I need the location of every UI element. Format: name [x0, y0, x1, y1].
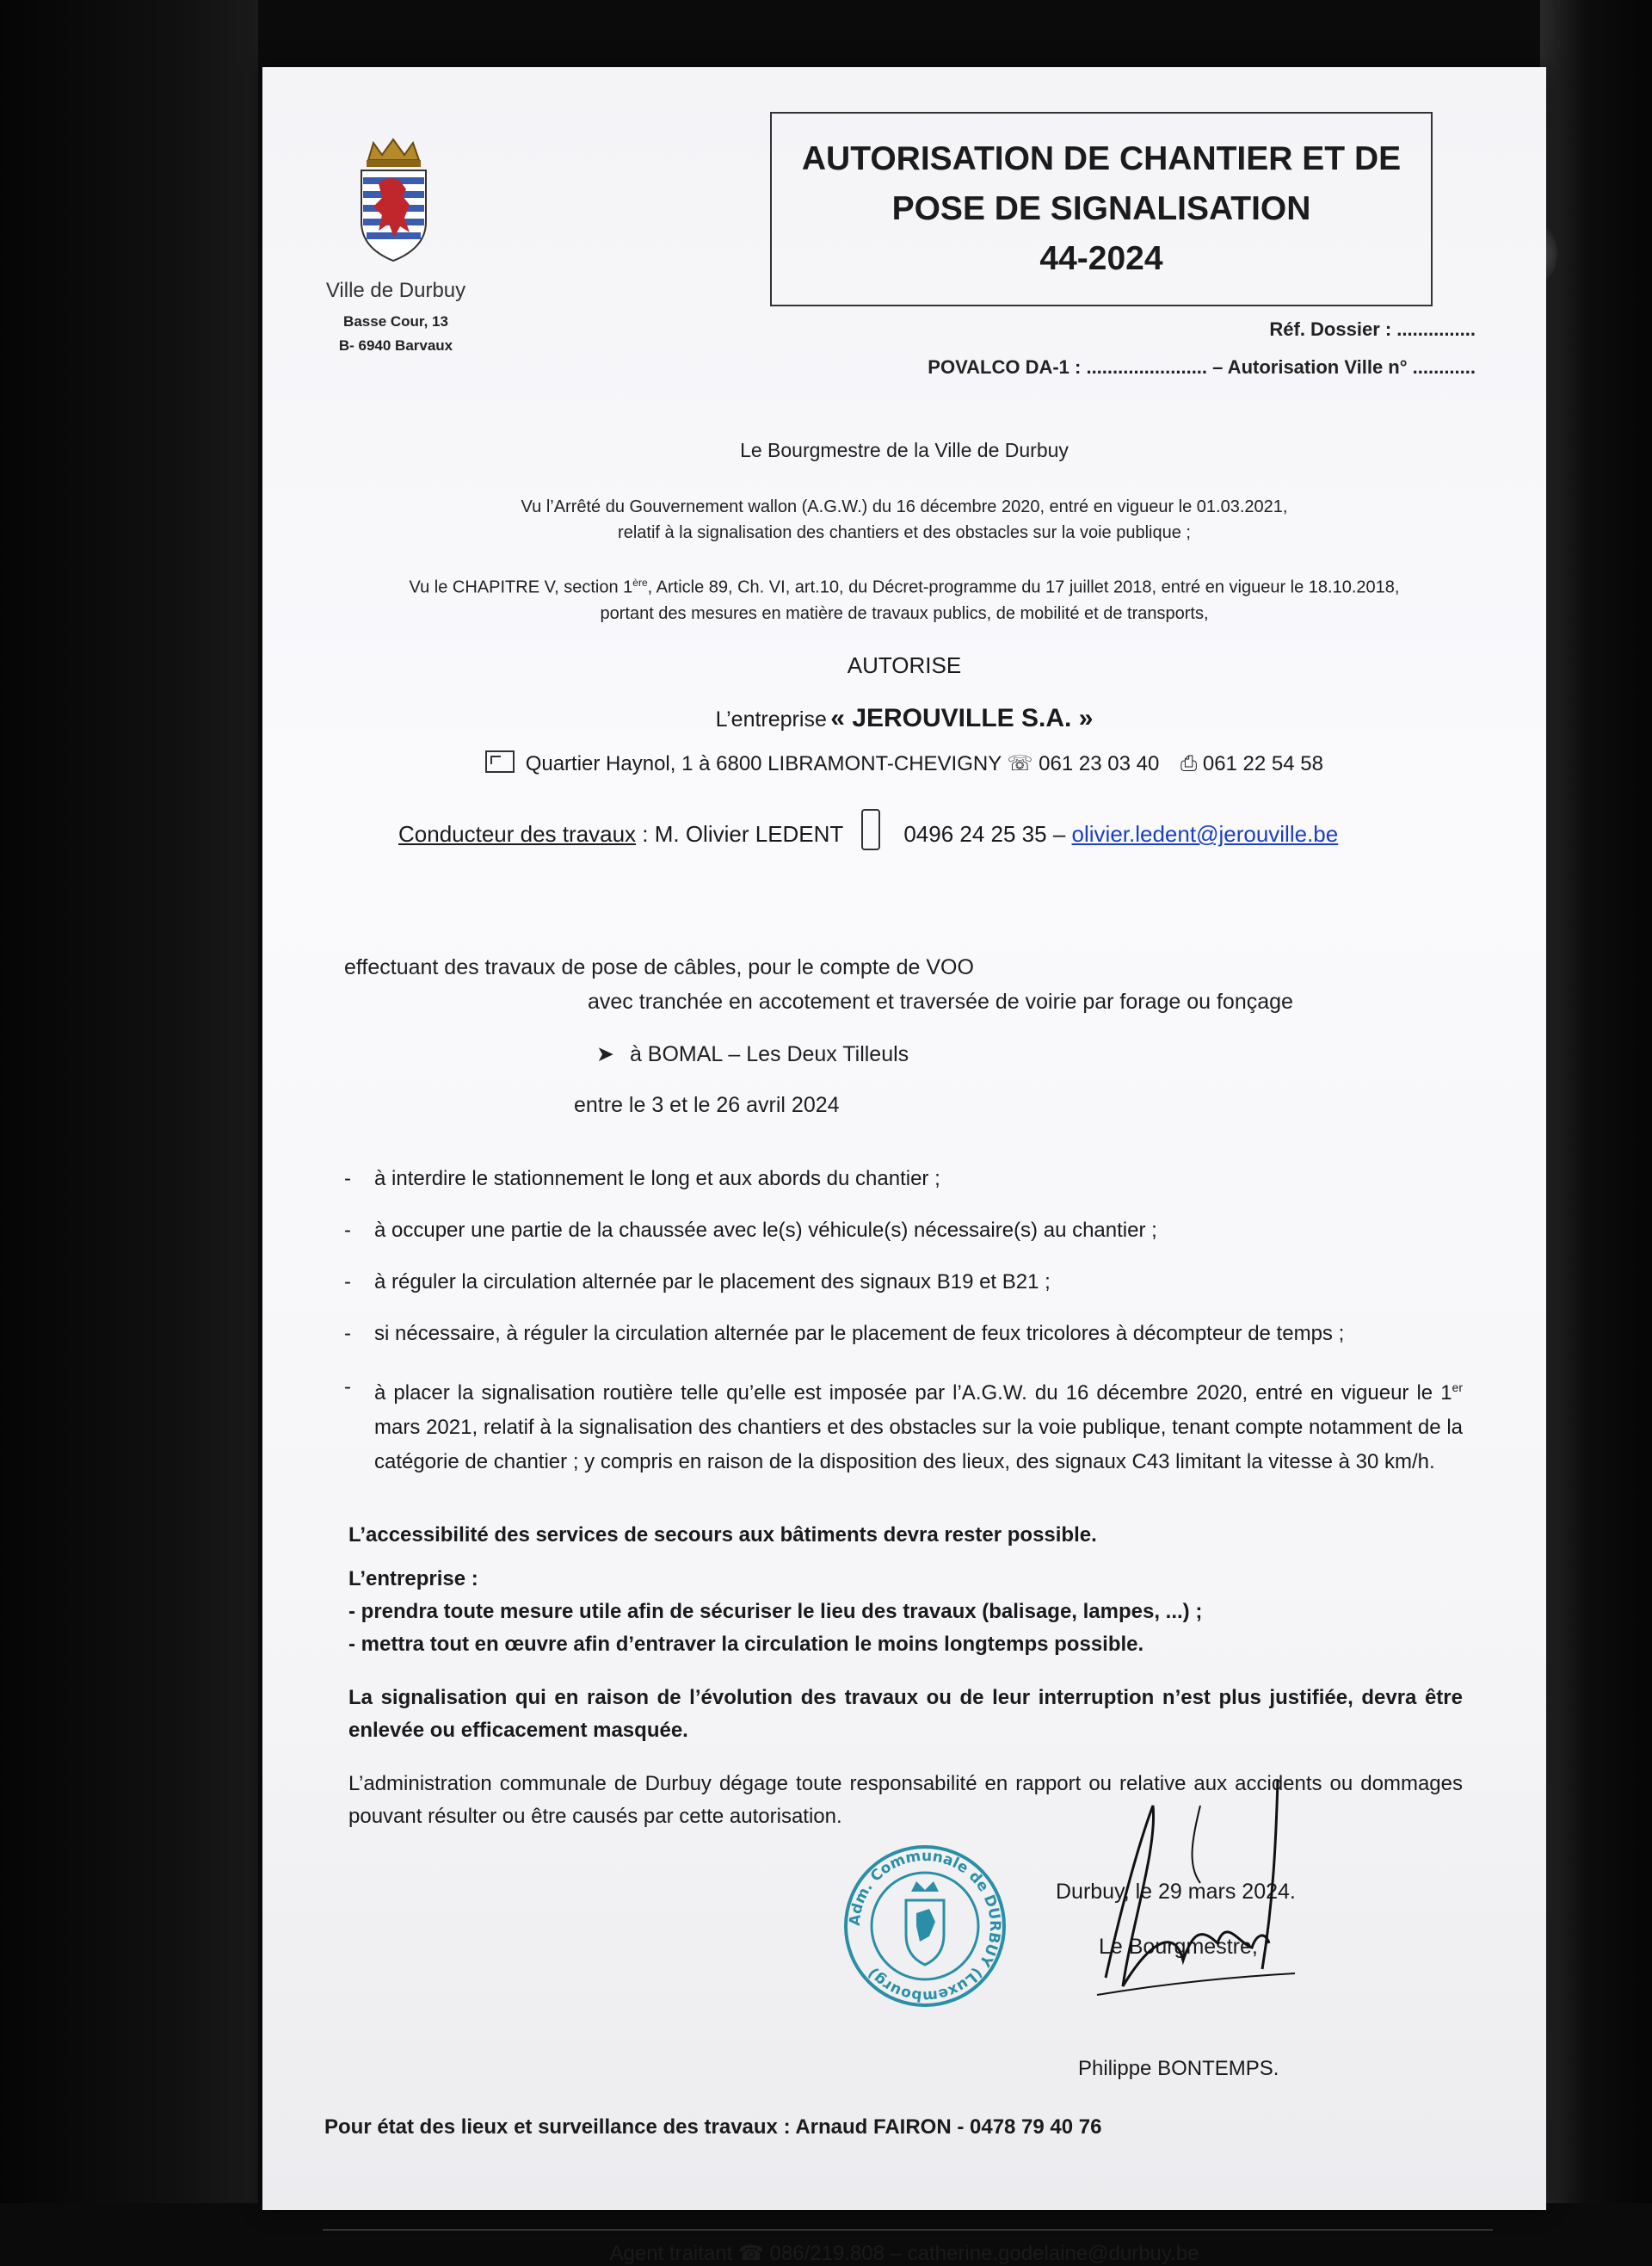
works-line-2: avec tranchée en accotement et traversée de voirie par forage ou fonçage: [588, 990, 1293, 1014]
signalisation-note: La signalisation qui en raison de l’évolution des travaux ou de leur interruption n’est plus justifiée, devra être enlevée ou efficacement masquée.: [348, 1686, 1463, 1742]
conducteur-email-link[interactable]: olivier.ledent@jerouville.be: [1071, 821, 1339, 847]
accessibilite-note: L’accessibilité des services de secours aux bâtiments devra rester possible.: [348, 1523, 1097, 1547]
entreprise-item-1: - prendra toute mesure utile afin de sécuriser le lieu des travaux (balisage, lampes, ...) ;: [348, 1600, 1203, 1623]
vu-chapitre-line-2: portant des mesures en matière de travaux publics, de mobilité et de transports,: [600, 603, 1209, 623]
phone-icon: ☏: [1007, 752, 1033, 775]
title-line-1: AUTORISATION DE CHANTIER ET DE: [801, 140, 1402, 177]
administration-note: L’administration communale de Durbuy dégage toute responsabilité en rapport ou relative aux accidents ou dommages pouvant résulter ou être causés par cette autorisation.: [348, 1772, 1463, 1828]
bullet-dash: -: [344, 1375, 351, 1398]
arrow-bullet-icon: ➤: [596, 1042, 614, 1066]
bullet5-part1: à placer la signalisation routière telle qu’elle est imposée par l’A.G.W. du 16 décembre 2020, entré en vigueur le 1: [374, 1381, 1452, 1405]
works-location-text: à BOMAL – Les Deux Tilleuls: [629, 1042, 909, 1066]
entreprise-block: [348, 1563, 1202, 1661]
vu-agw: [314, 494, 1495, 546]
bullet-text: [374, 1370, 1463, 1479]
durbuy-crest-icon: [353, 136, 435, 265]
background-left: [0, 0, 258, 2203]
ref-dossier: Réf. Dossier : ...............: [1269, 318, 1476, 340]
company-name: « JEROUVILLE S.A. »: [830, 704, 1094, 732]
povalco-line: POVALCO DA-1 : ....................... – Autorisation Ville n° ............: [928, 356, 1476, 378]
bullet-dash: -: [344, 1167, 351, 1190]
ville-name: Ville de Durbuy: [325, 279, 466, 302]
bullet-text: à réguler la circulation alternée par le placement des signaux B19 et B21 ;: [374, 1270, 1051, 1294]
address-line-1: Basse Cour, 13: [343, 313, 448, 330]
conducteur-name: : M. Olivier LEDENT: [642, 821, 843, 847]
background-right: [1540, 0, 1652, 2203]
works-location: [596, 1041, 909, 1067]
handwritten-signature: [1071, 1771, 1329, 2029]
vu-agw-line-2: relatif à la signalisation des chantiers et des obstacles sur la voie publique ;: [618, 523, 1191, 542]
entreprise-label: L’entreprise :: [348, 1567, 478, 1590]
bullet5-part2: mars 2021, relatif à la signalisation des chantiers et des obstacles sur la voie publique, tenant compte notamment de la catégorie de chantier ; y compris en raison de la disposition des lieux, des signaux C43 limitant la vitesse à 30 km/h.: [374, 1416, 1463, 1473]
company-phone: 061 23 03 40: [1039, 752, 1160, 775]
conducteur-line: [398, 809, 1517, 850]
bullet5-sup: er: [1452, 1380, 1463, 1394]
company-line: [262, 704, 1546, 733]
fax-icon: ⎙: [1180, 752, 1198, 775]
bullet-dash: -: [344, 1270, 351, 1294]
bourgmestre-heading: Le Bourgmestre de la Ville de Durbuy: [740, 439, 1069, 461]
conducteur-label: Conducteur des travaux: [398, 821, 637, 847]
company-fax: 061 22 54 58: [1202, 752, 1323, 775]
mailbox-icon: [485, 750, 515, 773]
bullet-item: [344, 1370, 1463, 1516]
conducteur-mobile: 0496 24 25 35: [903, 821, 1047, 847]
works-dates: entre le 3 et le 26 avril 2024: [574, 1093, 840, 1117]
bullet-dash: -: [344, 1219, 351, 1242]
signature-name: Philippe BONTEMPS.: [1078, 2057, 1279, 2080]
company-prefix: L’entreprise: [715, 707, 827, 732]
bullet-dash: -: [344, 1322, 351, 1345]
footer-divider: [323, 2229, 1493, 2231]
address-line-2: B- 6940 Barvaux: [338, 337, 453, 354]
mobile-phone-icon: [861, 809, 880, 850]
commune-seal: [839, 1840, 1011, 2012]
seal-text: Adm. Communale de DURBUY (Luxembourg): [846, 1847, 1004, 2005]
vu-chapitre: [297, 570, 1512, 627]
works-line-1: effectuant des travaux de pose de câbles, pour le compte de VOO: [344, 955, 974, 979]
vu-chapitre-rest: , Article 89, Ch. VI, art.10, du Décret-programme du 17 juillet 2018, entré en vigueur le 18.10.2018,: [647, 577, 1400, 597]
agent-traitant-line: Agent traitant ☎ 086/219.808 – catherine.godelaine@durbuy.be: [609, 2242, 1199, 2265]
vu-agw-line-1: Vu l’Arrêté du Gouvernement wallon (A.G.W.) du 16 décembre 2020, entré en vigueur le 01.03.2021,: [521, 497, 1288, 516]
title-line-3: 44-2024: [1039, 240, 1163, 277]
vu-chapitre-prefix: Vu le CHAPITRE V, section 1: [409, 577, 633, 597]
signature-date: Durbuy, le 29 mars 2024.: [1056, 1880, 1296, 1904]
bullet-text: à interdire le stationnement le long et aux abords du chantier ;: [374, 1167, 940, 1190]
ville-address: [301, 310, 490, 358]
signature-title: Le Bourgmestre,: [1099, 1935, 1258, 1959]
dash-separator: –: [1052, 821, 1066, 847]
title-line-2: POSE DE SIGNALISATION: [891, 190, 1311, 227]
document-page: [262, 67, 1546, 2265]
title-box: [770, 112, 1433, 306]
vu-chapitre-line-1: [297, 570, 1512, 601]
bullet-text: si nécessaire, à réguler la circulation alternée par le placement de feux tricolores à décompteur de temps ;: [374, 1322, 1345, 1345]
bullet-text: à occuper une partie de la chaussée avec le(s) véhicule(s) nécessaire(s) au chantier ;: [374, 1219, 1157, 1242]
entreprise-item-2: - mettra tout en œuvre afin d’entraver la circulation le moins longtemps possible.: [348, 1633, 1144, 1656]
company-address-line: [262, 750, 1546, 776]
company-address: Quartier Haynol, 1 à 6800 LIBRAMONT-CHEVIGNY: [525, 752, 1002, 775]
vu-chapitre-sup: ère: [632, 577, 648, 589]
autorise-heading: AUTORISE: [847, 652, 962, 678]
surveillance-line: Pour état des lieux et surveillance des travaux : Arnaud FAIRON - 0478 79 40 76: [324, 2115, 1102, 2139]
